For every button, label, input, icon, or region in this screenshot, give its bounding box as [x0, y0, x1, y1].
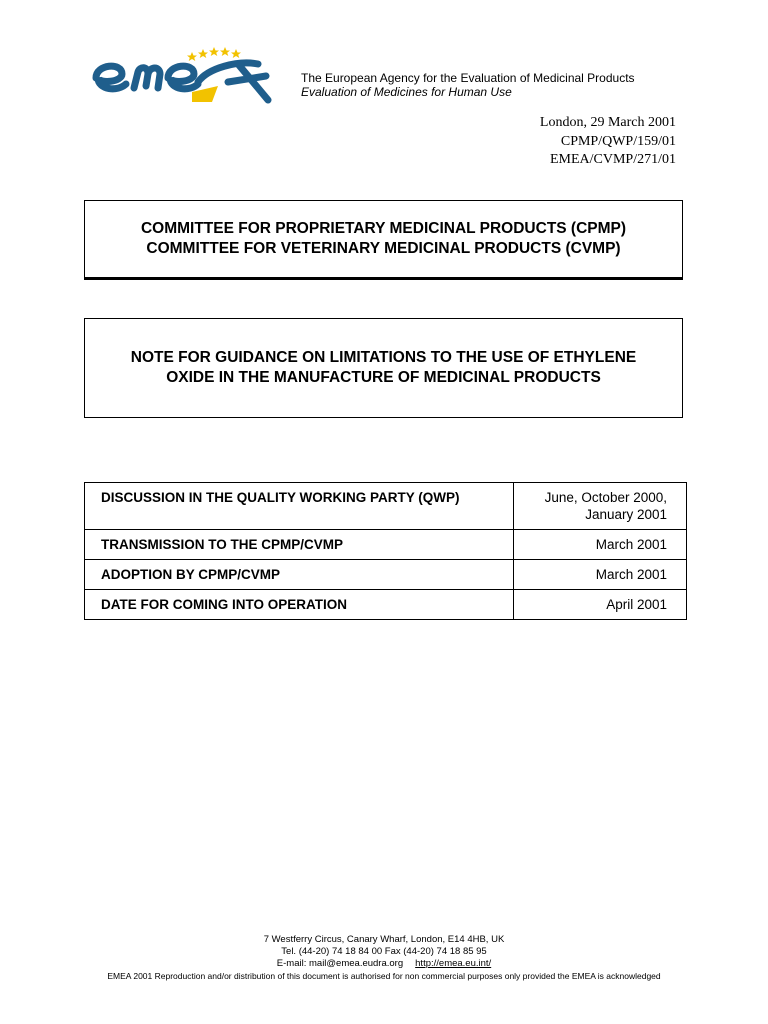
schedule-value: March 2001: [514, 530, 687, 560]
schedule-value: April 2001: [514, 590, 687, 620]
footer-copyright: EMEA 2001 Reproduction and/or distribution of this document is authorised for non commercial purposes only provided the EMEA is acknowledged: [107, 971, 661, 981]
schedule-label: DATE FOR COMING INTO OPERATION: [85, 590, 514, 620]
committee-line-1: COMMITTEE FOR PROPRIETARY MEDICINAL PRODUCTS (CPMP): [140, 220, 627, 237]
footer-contact: [0, 958, 768, 970]
schedule-label: TRANSMISSION TO THE CPMP/CVMP: [85, 530, 514, 560]
table-row: [85, 560, 687, 590]
table-row: [85, 483, 687, 530]
document-references: [540, 114, 676, 170]
schedule-table: [84, 482, 687, 620]
footer-address: 7 Westferry Circus, Canary Wharf, London, E14 4HB, UK: [263, 934, 505, 945]
agency-header: [301, 71, 635, 99]
schedule-label: ADOPTION BY CPMP/CVMP: [85, 560, 514, 590]
committee-line-2: COMMITTEE FOR VETERINARY MEDICINAL PRODUCTS (CVMP): [146, 240, 621, 257]
schedule-value: March 2001: [514, 560, 687, 590]
page-footer: [0, 934, 768, 982]
footer-phone: Tel. (44-20) 74 18 84 00 Fax (44-20) 74 18 85 95: [281, 946, 487, 957]
agency-unit: Evaluation of Medicines for Human Use: [301, 85, 512, 99]
agency-name: The European Agency for the Evaluation of Medicinal Products: [301, 71, 635, 85]
table-row: [85, 590, 687, 620]
reference-cpmp: CPMP/QWP/159/01: [560, 133, 676, 149]
title-box: [84, 318, 683, 418]
table-row: [85, 530, 687, 560]
schedule-label: DISCUSSION IN THE QUALITY WORKING PARTY (QWP): [85, 483, 514, 530]
footer-website-link[interactable]: http://emea.eu.int/: [415, 958, 492, 969]
place-date: London, 29 March 2001: [539, 115, 676, 130]
document-title: NOTE FOR GUIDANCE ON LIMITATIONS TO THE USE OF ETHYLENE OXIDE IN THE MANUFACTURE OF MEDICINAL PRODUCTS: [130, 349, 637, 386]
reference-cvmp: EMEA/CVMP/271/01: [549, 152, 676, 167]
footer-email: E-mail: mail@emea.eudra.org: [276, 958, 404, 969]
committee-box: [84, 200, 683, 280]
schedule-value: June, October 2000, January 2001: [514, 483, 687, 530]
emea-logo: [88, 42, 278, 106]
